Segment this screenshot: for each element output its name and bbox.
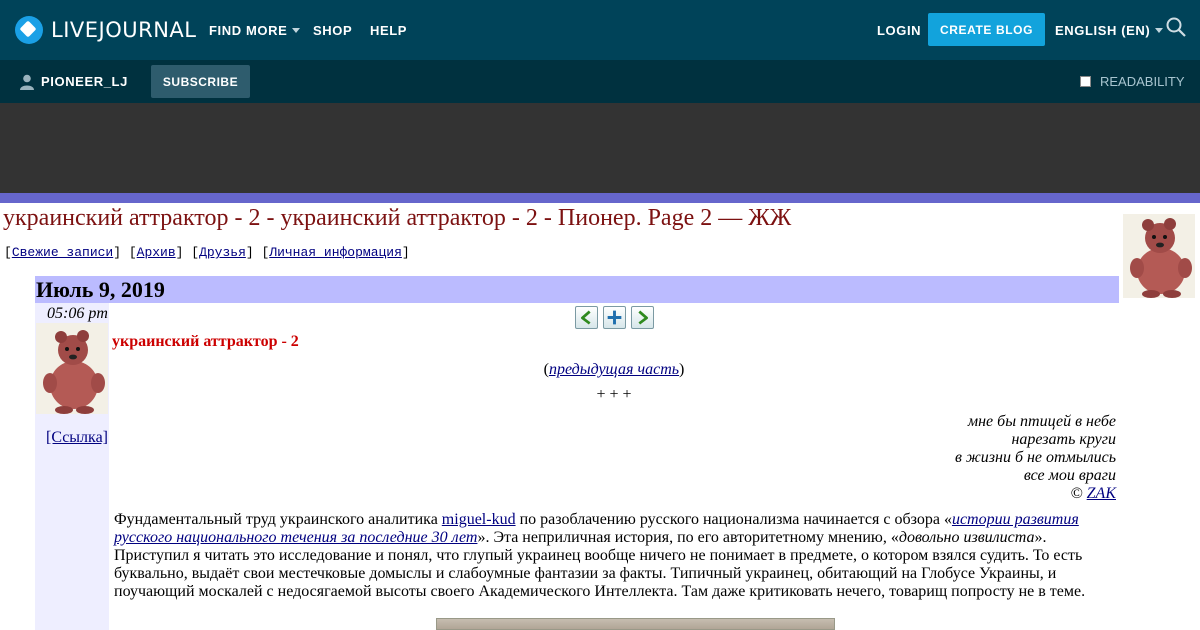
- user-icon: [20, 74, 34, 90]
- body-text: Фундаментальный труд украинского аналитика: [114, 511, 438, 528]
- journal-nav: [Свежие записи] [Архив] [Друзья] [Личная информация]: [4, 245, 410, 260]
- permalink-link[interactable]: [Ссылка]: [46, 429, 108, 446]
- readability-label: READABILITY: [1100, 74, 1185, 89]
- chevron-down-icon: [292, 28, 300, 33]
- previous-entry-icon[interactable]: [575, 306, 598, 329]
- nav-profile[interactable]: Личная информация: [269, 245, 402, 260]
- body-text: ». Приступил я читать это исследование и понял, что глупый украинец вообще ничего не понимает в предмете, о котором взялся судить. То есть буквально, выдаёт свои местечковые домыслы и слабоумные фантазии за факты. Типичный украинец, обитающий на Глобусе Украины, и поучающий москалей с недосягаемой высоты своего Академического Интеллекта. Там даже критиковать нечего, товарищ попросту не в теме.: [114, 529, 1086, 600]
- chevron-down-icon: [1155, 28, 1163, 33]
- entry-permalink: [46, 429, 108, 447]
- readability-toggle[interactable]: [1080, 60, 1185, 103]
- nav-shop[interactable]: SHOP: [313, 22, 353, 38]
- entry-date: Июль 9, 2019: [35, 276, 1119, 303]
- body-text: по разоблачению русского национализма начинается с обзора «: [519, 511, 952, 528]
- language-selector[interactable]: [1055, 0, 1163, 60]
- body-quote: довольно извилиста: [898, 529, 1035, 546]
- previous-part: (предыдущая часть): [543, 361, 685, 378]
- poem-line: нарезать круги: [1011, 431, 1116, 448]
- nav-find-more-label: FIND MORE: [209, 22, 288, 38]
- page-title: украинский аттрактор - 2 - украинский аттрактор - 2 - Пионер. Page 2 — ЖЖ: [3, 205, 792, 231]
- site-header: [0, 0, 1200, 60]
- add-to-memories-icon[interactable]: [603, 306, 626, 329]
- ad-banner: [0, 103, 1200, 193]
- poem-line: все мои враги: [1023, 467, 1116, 484]
- nav-find-more[interactable]: [209, 0, 300, 60]
- readability-checkbox[interactable]: [1080, 76, 1091, 87]
- poem-attribution: © ZAK: [1070, 485, 1116, 502]
- logo-text: LIVEJOURNAL: [51, 18, 197, 42]
- body-text: ». Эта неприличная история, по его авторитетному мнению, «: [477, 529, 899, 546]
- divider: [0, 193, 1200, 203]
- previous-part-link[interactable]: предыдущая часть: [548, 361, 680, 378]
- epigraph: [700, 413, 1116, 503]
- entry-body: [114, 511, 1104, 601]
- journal-owner-name: PIONEER_LJ: [41, 74, 128, 89]
- poem-line: мне бы птицей в небе: [967, 413, 1116, 430]
- login-link[interactable]: LOGIN: [877, 22, 922, 38]
- separator: + + +: [596, 386, 632, 403]
- nav-archive[interactable]: Архив: [136, 245, 176, 260]
- language-label: ENGLISH (EN): [1055, 22, 1151, 38]
- next-entry-icon[interactable]: [631, 306, 654, 329]
- poem-line: в жизни б не отмылись: [954, 449, 1116, 466]
- subscribe-button[interactable]: SUBSCRIBE: [151, 65, 250, 98]
- entry-image: [436, 618, 835, 630]
- poem-author-link[interactable]: ZAK: [1086, 485, 1116, 502]
- nav-friends[interactable]: Друзья: [199, 245, 246, 260]
- entry-time: 05:06 pm: [47, 305, 108, 322]
- livejournal-logo[interactable]: [15, 15, 197, 45]
- review-link[interactable]: истории развития русского национального течения за последние 30 лет: [114, 511, 1079, 546]
- nav-recent-entries[interactable]: Свежие записи: [11, 245, 114, 260]
- entry-avatar: [36, 323, 108, 414]
- search-icon[interactable]: [1166, 17, 1186, 37]
- journal-avatar[interactable]: [1123, 214, 1195, 298]
- journal-bar: [0, 60, 1200, 103]
- nav-help[interactable]: HELP: [370, 22, 408, 38]
- livejournal-logo-icon: [15, 16, 43, 44]
- entry-subject: украинский аттрактор - 2: [112, 333, 299, 350]
- author-link[interactable]: miguel-kud: [441, 511, 516, 528]
- journal-owner-link[interactable]: [20, 60, 128, 103]
- create-blog-button[interactable]: CREATE BLOG: [928, 13, 1045, 46]
